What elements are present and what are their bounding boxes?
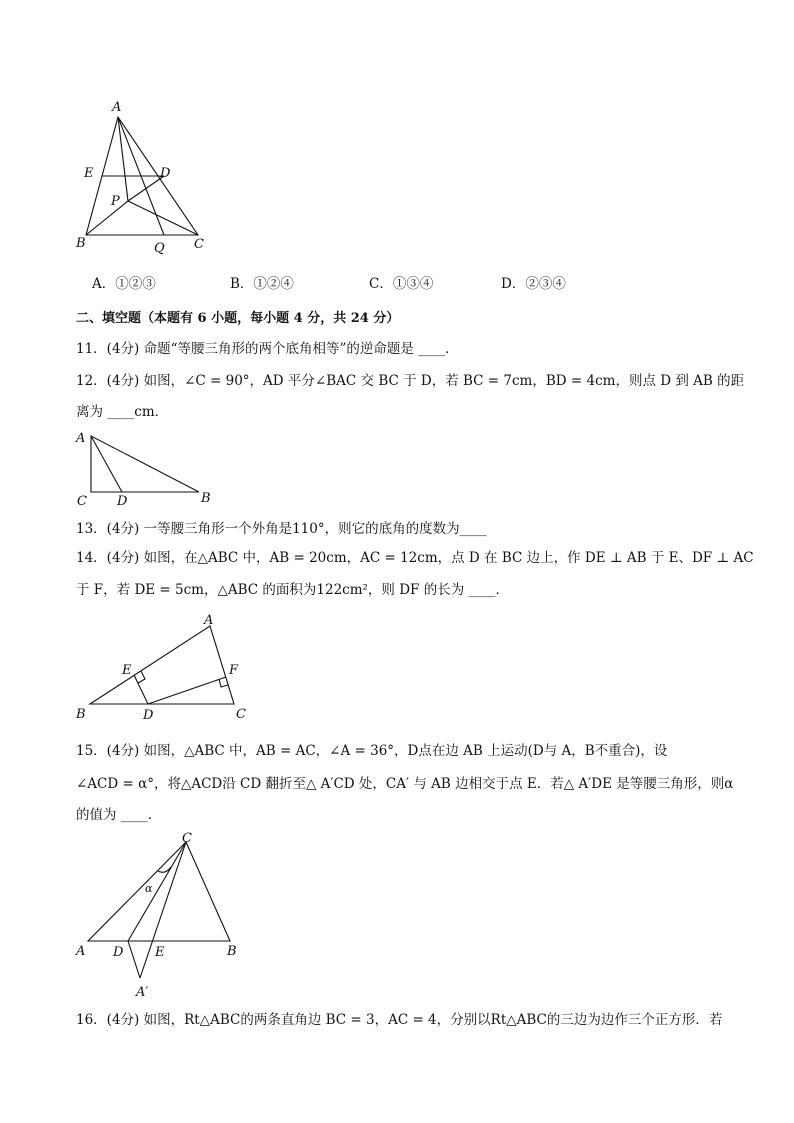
question-14-line1: 14．(4分) 如图，在△ABC 中，AB = 20cm，AC = 12cm，点 D 在 BC 边上，作 DE ⊥ AB 于 E、DF ⊥ AC [76, 550, 754, 566]
label-e: E [84, 166, 94, 181]
figure-q10 [70, 95, 220, 260]
label-a: A [76, 944, 86, 959]
option-d[interactable]: D．②③④ [501, 276, 566, 292]
label-b: B [201, 491, 211, 506]
segment-pc [128, 201, 198, 235]
label-a: A [112, 100, 122, 115]
question-16-line1: 16．(4分) 如图，Rt△ABC的两条直角边 BC = 3，AC = 4，分别以Rt△ABC的三边为边作三个正方形．若 [76, 1012, 723, 1028]
question-13: 13．(4分) 一等腰三角形一个外角是110°，则它的底角的度数为____ [76, 521, 487, 537]
option-c[interactable]: C．①③④ [369, 276, 434, 292]
label-a: A [76, 431, 86, 446]
question-11: 11．(4分) 命题“等腰三角形的两个底角相等”的逆命题是 ____． [76, 341, 459, 357]
label-alpha: α [145, 882, 153, 895]
segment-pb [86, 201, 128, 235]
label-d: D [143, 708, 154, 723]
segment-da-prime [128, 941, 140, 978]
section-title: 二、填空题（本题有 6 小题，每小题 4 分，共 24 分） [76, 311, 400, 326]
triangle-acb [91, 436, 199, 492]
label-c: C [194, 237, 204, 252]
question-14-line2: 于 F，若 DE = 5cm，△ABC 的面积为122cm²，则 DF 的长为 ____． [76, 582, 510, 598]
triangle-abc [90, 626, 234, 704]
right-angle-e [138, 671, 145, 683]
label-e: E [155, 945, 165, 960]
label-e: E [122, 663, 132, 678]
label-q: Q [154, 241, 165, 256]
question-12-line1: 12．(4分) 如图，∠C = 90°，AD 平分∠BAC 交 BC 于 D，若 BC = 7cm，BD = 4cm，则点 D 到 AB 的距 [76, 373, 745, 389]
label-b: B [76, 707, 86, 722]
label-f: F [229, 663, 239, 678]
label-c: C [236, 707, 246, 722]
label-d: D [113, 945, 124, 960]
segment-de [134, 675, 148, 704]
label-a-prime: A′ [136, 985, 149, 1000]
question-15-line1: 15．(4分) 如图，△ABC 中，AB = AC，∠A = 36°，D点在边 AB 上运动(D与 A，B不重合)，设 [76, 743, 668, 759]
figure-q15 [70, 830, 260, 1000]
segment-df [148, 677, 226, 704]
figure-q12 [70, 425, 220, 510]
option-b[interactable]: B．①②④ [230, 276, 294, 292]
option-a[interactable]: A．①②③ [92, 276, 156, 292]
label-d: D [117, 494, 128, 509]
label-a: A [204, 613, 214, 628]
label-c: C [77, 494, 87, 509]
label-p: P [111, 194, 120, 209]
label-b: B [227, 944, 237, 959]
label-b: B [76, 236, 86, 251]
figure-q14 [70, 608, 260, 723]
question-15-line3: 的值为 ____． [76, 807, 162, 823]
label-d: D [160, 166, 171, 181]
triangle-abc [88, 842, 230, 941]
segment-pd [128, 176, 164, 201]
question-12-line2: 离为 ____cm． [76, 404, 169, 420]
label-c: C [182, 831, 192, 846]
question-15-line2: ∠ACD = α°，将△ACD沿 CD 翻折至△ A′CD 处，CA′ 与 AB 边相交于点 E．若△ A′DE 是等腰三角形，则α [76, 776, 734, 792]
